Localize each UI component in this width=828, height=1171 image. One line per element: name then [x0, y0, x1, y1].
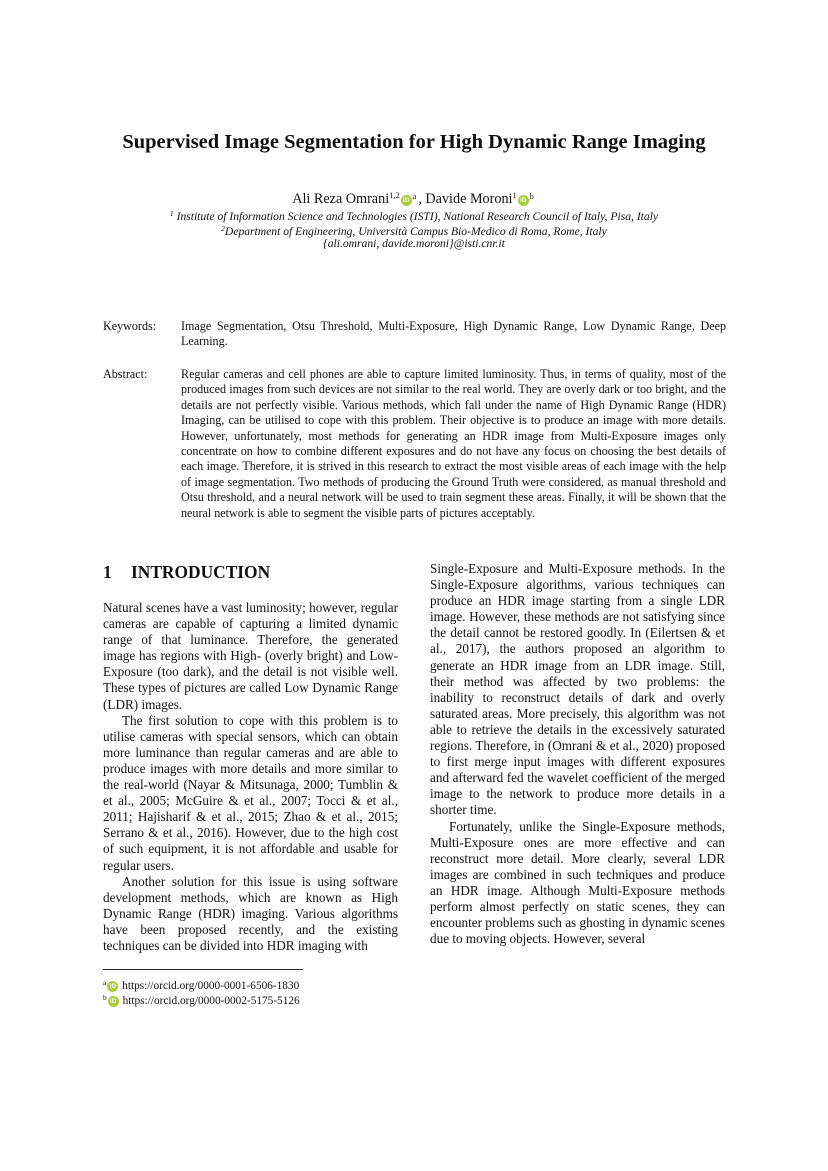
orcid-icon: iD: [107, 981, 118, 992]
left-column: [103, 600, 398, 954]
section-title: INTRODUCTION: [131, 562, 271, 582]
keywords-label: Keywords:: [103, 319, 157, 333]
paragraph: Natural scenes have a vast luminosity; however, regular cameras are capable of capturing a limited dynamic range of that luminance. Therefore, the generated image has regions with High- (overly bright) and Low- Exposure (too dark), and the detail is not visible well. These types of pictures are called Low Dynamic Range (LDR) images.: [103, 600, 398, 712]
orcid-icon: iD: [108, 996, 119, 1007]
author-emails: {ali.omrani, davide.moroni}@isti.cnr.it: [323, 237, 505, 250]
affiliation-text: Department of Engineering, Università Campus Bio-Medico di Roma, Rome, Italy: [224, 225, 607, 238]
orcid-footnote-mark: a: [412, 192, 417, 201]
section-number: 1: [103, 562, 112, 582]
author-name: Ali Reza Omrani: [292, 191, 390, 207]
footnote-divider: [103, 969, 303, 970]
paragraph: Fortunately, unlike the Single-Exposure methods, Multi-Exposure ones are more effective and can reconstruct more detail. More clearly, several LDR images are combined in such techniques and produce an HDR image. Although Multi-Exposure methods perform almost perfectly on static scenes, they can encounter problems such as ghosting in dynamic scenes due to moving objects. However, several: [430, 818, 725, 947]
orcid-footnote-mark: b: [529, 192, 534, 201]
abstract-label: Abstract:: [103, 367, 148, 381]
right-column: [430, 561, 725, 947]
footnote-2: [103, 991, 300, 1008]
paper-title: Supervised Image Segmentation for High Dynamic Range Imaging: [122, 131, 706, 153]
section-heading: [103, 561, 270, 583]
orcid-icon[interactable]: iD: [401, 195, 412, 206]
paragraph: Single-Exposure and Multi-Exposure methods. In the Single-Exposure algorithms, various techniques can produce an HDR image starting from a single LDR image. However, these methods are not satisfying since the detail cannot be restored goodly. In (Eilertsen & et al., 2017), the authors proposed an algorithm to generate an HDR image from an LDR image. Still, their method was affected by two problems: the inability to reconstruct details of dark and overly saturated areas. More precisely, this algorithm was not able to retrieve the details in the excessively saturated regions. Therefore, in (Omrani & et al., 2020) proposed to first merge input images with different exposures and afterward fed the wavelet coefficient of the merged image to the network to produce more details in a shorter time.: [430, 561, 725, 818]
author-name: Davide Moroni: [425, 191, 513, 207]
orcid-link[interactable]: https://orcid.org/0000-0001-6506-1830: [122, 980, 300, 992]
affiliation-mark: 1: [169, 209, 174, 218]
abstract-text: Regular cameras and cell phones are able to capture limited luminosity. Thus, in terms of quality, most of the produced images from such devices are not similar to the real world. They are overly dark or too bright, and the details are not perfectly visible. Various methods, which fall under the name of High Dynamic Range (HDR) Imaging, can be utilised to cope with this problem. Their objective is to produce an image with more details. However, unfortunately, most methods for generating an HDR image from Multi-Exposure images only concentrate on how to combine different exposures and do not have any focus on choosing the best details of each image. Therefore, it is strived in this research to extract the most visible areas of each image with the help of image segmentation. Two methods of producing the Ground Truth were considered, as manual threshold and Otsu threshold, and a neural network will be used to train segment these areas. Finally, it will be shown that the neural network is able to segment the visible parts of pictures acceptably.: [181, 367, 726, 520]
author-affiliation-mark: 1: [512, 190, 517, 200]
paragraph: Another solution for this issue is using software development methods, which are known as High Dynamic Range (HDR) imaging. Various algorithms have been proposed recently, and the existing techniques can be divided into HDR imaging with: [103, 873, 398, 953]
keywords-text: Image Segmentation, Otsu Threshold, Multi-Exposure, High Dynamic Range, Low Dynamic Range, Deep Learning.: [181, 319, 726, 349]
author-separator: ,: [418, 191, 426, 207]
affiliation-text: Institute of Information Science and Technologies (ISTI), National Research Council of Italy, Pisa, Italy: [173, 210, 659, 223]
author-line: [0, 186, 828, 208]
paragraph: The first solution to cope with this problem is to utilise cameras with special sensors, which can obtain more luminance than regular cameras and are able to produce images with more details and more similar to the real-world (Nayar & Mitsunaga, 2000; Tumblin & et al., 2005; McGuire & et al., 2007; Tocci & et al., 2011; Hajisharif & et al., 2015; Zhao & et al., 2015; Serrano & et al., 2016). However, due to the high cost of such equipment, it is not affordable and usable for regular users.: [103, 712, 398, 873]
orcid-link[interactable]: https://orcid.org/0000-0002-5175-5126: [122, 995, 300, 1007]
author-affiliation-mark: 1,2: [389, 190, 400, 200]
footnote-mark: a: [103, 978, 107, 987]
orcid-icon[interactable]: iD: [518, 195, 529, 206]
footnote-mark: b: [103, 993, 107, 1002]
affiliation-mark: 2: [221, 224, 225, 233]
